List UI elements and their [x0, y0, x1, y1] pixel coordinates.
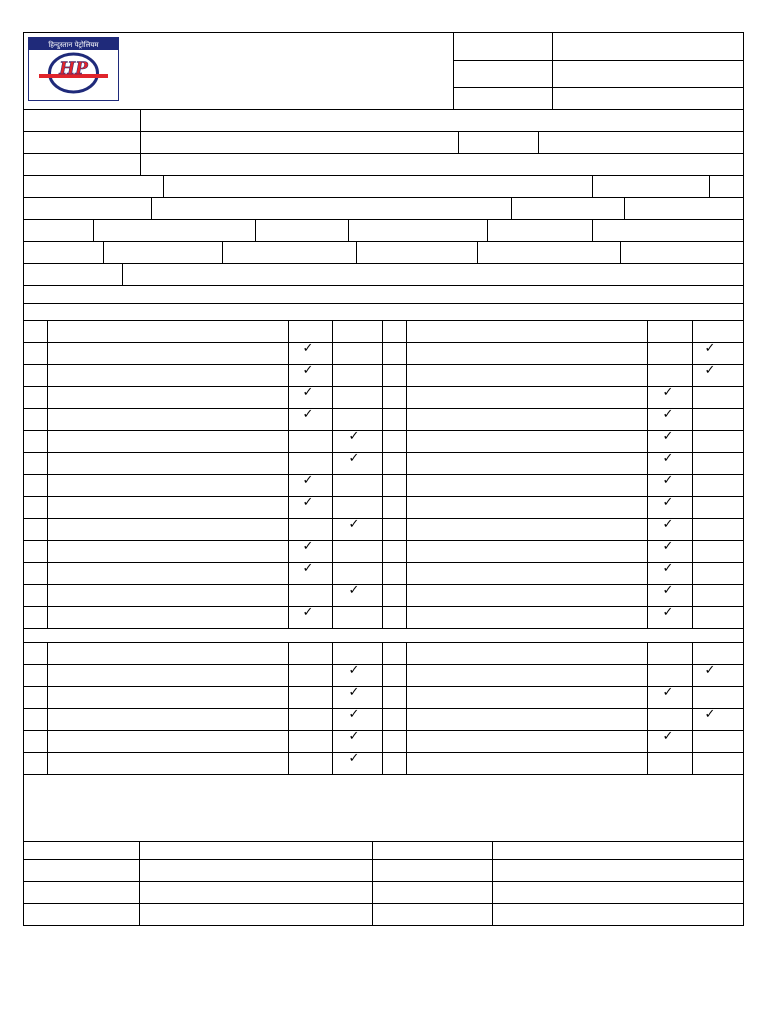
checklist-1-row-line — [23, 540, 744, 541]
checklist-2-row-line — [23, 664, 744, 665]
detail-cell-divider — [624, 197, 625, 220]
detail-cell-divider — [709, 175, 710, 198]
check-mark-icon: ✓ — [348, 751, 360, 766]
detail-cell-divider — [151, 197, 152, 220]
check-mark-icon: ✓ — [302, 561, 314, 576]
hp-logo — [28, 37, 119, 101]
checklist-1-row-line — [23, 518, 744, 519]
detail-cell-divider — [163, 175, 164, 198]
detail-cell-divider — [140, 153, 141, 176]
detail-cell-divider — [255, 219, 256, 242]
checklist-2-column-line — [406, 642, 407, 775]
grid-line-horizontal — [23, 859, 744, 860]
check-mark-icon: ✓ — [348, 729, 360, 744]
check-mark-icon: ✓ — [662, 605, 674, 620]
form-border-left — [23, 32, 24, 926]
check-mark-icon: ✓ — [662, 429, 674, 444]
check-mark-icon: ✓ — [662, 495, 674, 510]
check-mark-icon: ✓ — [302, 539, 314, 554]
check-mark-icon: ✓ — [302, 363, 314, 378]
check-mark-icon: ✓ — [302, 473, 314, 488]
check-mark-icon: ✓ — [348, 663, 360, 678]
grid-line-horizontal — [453, 87, 744, 88]
checklist-2-row-line — [23, 708, 744, 709]
check-mark-icon: ✓ — [662, 583, 674, 598]
checklist-1-column-line — [382, 320, 383, 629]
grid-line-vertical — [552, 32, 553, 110]
checklist-2-column-line — [382, 642, 383, 775]
checklist-1-column-line — [692, 320, 693, 629]
detail-row-line — [23, 153, 744, 154]
detail-row-line — [23, 263, 744, 264]
signature-column-line — [372, 841, 373, 926]
check-mark-icon: ✓ — [302, 605, 314, 620]
checklist-1-row-line — [23, 408, 744, 409]
check-mark-icon: ✓ — [662, 385, 674, 400]
checklist-2-row-line — [23, 774, 744, 775]
checklist-1-row-line — [23, 342, 744, 343]
check-mark-icon: ✓ — [704, 707, 716, 722]
checklist-2-column-line — [647, 642, 648, 775]
detail-cell-divider — [477, 241, 478, 264]
detail-cell-divider — [592, 175, 593, 198]
check-mark-icon: ✓ — [662, 407, 674, 422]
detail-cell-divider — [356, 241, 357, 264]
checklist-1-row-line — [23, 474, 744, 475]
form-border-bottom — [23, 925, 744, 926]
detail-cell-divider — [140, 109, 141, 132]
checklist-1-row-line — [23, 496, 744, 497]
checklist-2-row-line — [23, 730, 744, 731]
checklist-1-row-line — [23, 364, 744, 365]
checklist-1-row-line — [23, 562, 744, 563]
checklist-1-row-line — [23, 452, 744, 453]
check-mark-icon: ✓ — [348, 451, 360, 466]
check-mark-icon: ✓ — [662, 729, 674, 744]
header-bottom-line — [23, 109, 744, 110]
checklist-1-column-line — [406, 320, 407, 629]
logo-mark: HP — [59, 59, 88, 79]
check-mark-icon: ✓ — [662, 539, 674, 554]
detail-row-line — [23, 241, 744, 242]
checklist-1-column-line — [332, 320, 333, 629]
check-mark-icon: ✓ — [662, 561, 674, 576]
check-mark-icon: ✓ — [704, 663, 716, 678]
signature-column-line — [492, 841, 493, 926]
check-mark-icon: ✓ — [348, 429, 360, 444]
detail-row-line — [23, 197, 744, 198]
checklist-1-row-line — [23, 386, 744, 387]
check-mark-icon: ✓ — [302, 495, 314, 510]
detail-row-line — [23, 219, 744, 220]
check-mark-icon: ✓ — [348, 517, 360, 532]
checklist-2-column-line — [47, 642, 48, 775]
check-mark-icon: ✓ — [662, 685, 674, 700]
checklist-2-row-line — [23, 686, 744, 687]
checklist-1-row-line — [23, 584, 744, 585]
check-mark-icon: ✓ — [662, 517, 674, 532]
detail-cell-divider — [487, 219, 488, 242]
checklist-2-row-line — [23, 642, 744, 643]
checklist-1-column-line — [288, 320, 289, 629]
checklist-2-row-line — [23, 752, 744, 753]
detail-cell-divider — [103, 241, 104, 264]
check-mark-icon: ✓ — [348, 583, 360, 598]
detail-row-line — [23, 175, 744, 176]
check-mark-icon: ✓ — [662, 473, 674, 488]
checklist-1-row-line — [23, 606, 744, 607]
checklist-2-column-line — [692, 642, 693, 775]
detail-cell-divider — [592, 219, 593, 242]
detail-row-line — [23, 285, 744, 286]
checklist-1-row-line — [23, 628, 744, 629]
check-mark-icon: ✓ — [302, 341, 314, 356]
signature-top-line — [23, 841, 744, 842]
detail-cell-divider — [538, 131, 539, 154]
detail-cell-divider — [458, 131, 459, 154]
hp-logo-graphic — [29, 38, 118, 100]
signature-column-line — [139, 841, 140, 926]
section-heading-line — [23, 303, 744, 304]
checklist-1-column-line — [647, 320, 648, 629]
checklist-2-column-line — [288, 642, 289, 775]
checklist-1-row-line — [23, 320, 744, 321]
header-divider — [453, 32, 454, 110]
logo-caption: हिन्दुस्तान पेट्रोलियम — [48, 41, 99, 49]
check-mark-icon: ✓ — [662, 451, 674, 466]
check-mark-icon: ✓ — [348, 707, 360, 722]
grid-line-horizontal — [453, 60, 744, 61]
checklist-2-column-line — [332, 642, 333, 775]
checklist-1-column-line — [47, 320, 48, 629]
detail-row-line — [23, 131, 744, 132]
check-mark-icon: ✓ — [302, 385, 314, 400]
form-border-top — [23, 32, 744, 33]
grid-line-horizontal — [23, 881, 744, 882]
detail-cell-divider — [511, 197, 512, 220]
check-mark-icon: ✓ — [348, 685, 360, 700]
detail-cell-divider — [222, 241, 223, 264]
detail-cell-divider — [93, 219, 94, 242]
check-mark-icon: ✓ — [704, 341, 716, 356]
grid-line-horizontal — [23, 903, 744, 904]
check-mark-icon: ✓ — [302, 407, 314, 422]
checklist-1-row-line — [23, 430, 744, 431]
detail-cell-divider — [122, 263, 123, 286]
check-mark-icon: ✓ — [704, 363, 716, 378]
detail-cell-divider — [348, 219, 349, 242]
form-border-right — [743, 32, 744, 926]
detail-cell-divider — [140, 131, 141, 154]
detail-cell-divider — [620, 241, 621, 264]
